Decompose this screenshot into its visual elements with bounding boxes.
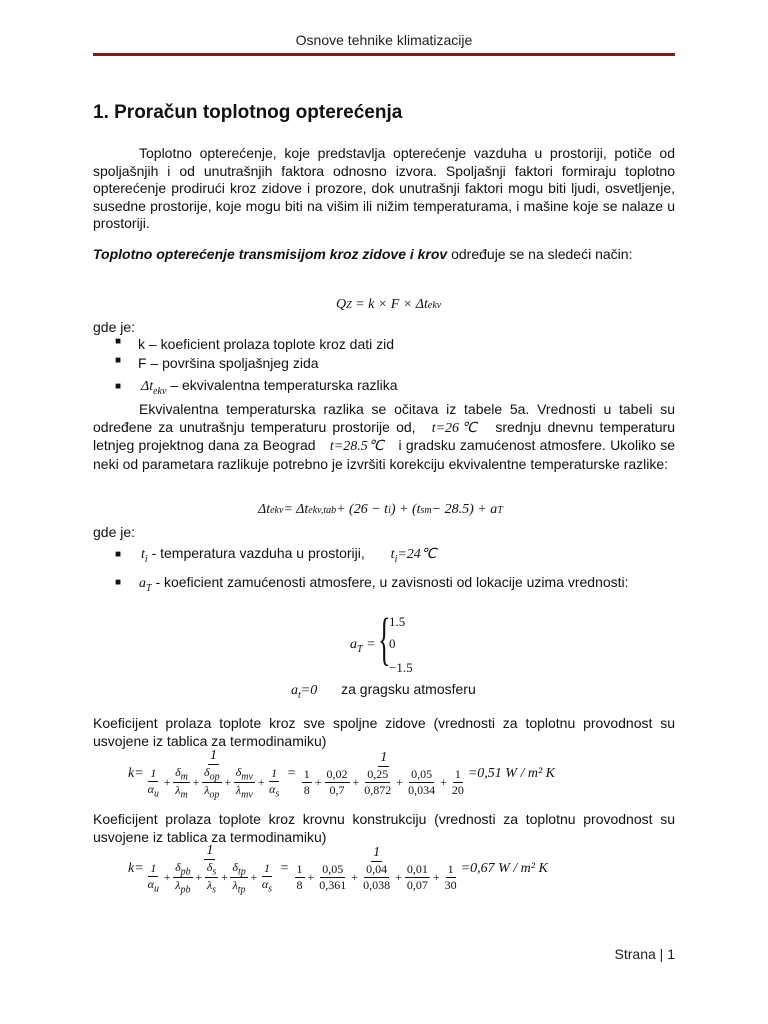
equation-qz: Q Z = k × F × Δt ekv	[336, 297, 442, 312]
at-value-1: 1.5	[389, 614, 406, 629]
transmission-rest: određuje se na sledeći način:	[447, 246, 633, 262]
roof-intro: Koeficijent prolaza toplote kroz krovnu konstrukciju (vrednosti za toplotnu provodnost su usvojene iz tablica za termodinamiku)	[93, 811, 675, 845]
where-label-1: gde je:	[93, 319, 136, 335]
equation-delta-t: Δt ekv = Δt ekv,tab + (26 − t i ) + (t sm − 28.5) + a T	[258, 502, 503, 517]
at-value-2: 0	[389, 636, 396, 651]
transmission-bold: Toplotno opterećenje transmisijom kroz zidove i krov	[93, 246, 448, 262]
roof-equation: k= 1 $\frac{1}{\alpha_u}$ + $\frac{\delta_{pb}}{\lambda_{pb}}$ + $\frac{\delta_s}{\lambda_s}$ + $\frac{\delta_{tp}}{\lambda_{tp}}$ + $\frac{1}{\alpha_s}$ = 1 $\frac{1}{8}$ + $\frac{0,05}{0,361}$ + $\frac{0,04}{0,038}$ + $\frac{0,01}{0,07}$ + $\frac{1}{30}$ =0,67 W / m² K	[128, 843, 548, 896]
page-header: Osnove tehnike klimatizacije	[295, 32, 473, 48]
bullet-ti: ■ $t_i$ - temperatura vazduha u prostoriji, $t_i=24℃$	[115, 545, 437, 565]
at-brace: {	[378, 606, 391, 671]
wall-intro: Koeficijent prolaza toplote kroz sve spoljne zidove (vrednosti za toplotnu provodnost su usvojene iz tablica za termodinamiku)	[93, 715, 675, 749]
at-city: $a_t=0$ za gragsku atmosferu	[291, 681, 476, 701]
bullet-delta-t: ■ $\Delta t_{ekv}$ – ekvivalentna temperaturska razlika	[115, 377, 398, 397]
bullet-f: ■ F – površina spoljašnjeg zida	[115, 355, 319, 371]
where-label-2: gde je:	[93, 524, 136, 540]
at-lhs: $a_T$ =	[350, 637, 376, 655]
ekv-paragraph: Ekvivalentna temperaturska razlika se očitava iz tabele 5a. Vrednosti u tabeli su određene za unutrašnju temperaturu prostorije od, t=26℃ srednju dnevnu temperaturu letnjeg projektnog dana za Beograd t=28.5℃ i gradsku zamućenost atmosfere. Ukoliko se neki od parametara razlikuje potrebno je izvršiti korekciju ekvivalentne temperaturske razlike:	[93, 401, 676, 472]
wall-equation: k= 1 $\frac{1}{\alpha_u}$ + $\frac{\delta_m}{\lambda_m}$ + $\frac{\delta_{op}}{\lambda_{op}}$ + $\frac{\delta_{mv}}{\lambda_{mv}}$ + $\frac{1}{\alpha_s}$ = 1 $\frac{1}{8}$ + $\frac{0,02}{0,7}$ + $\frac{0,25}{0,872}$ + $\frac{0,05}{0,034}$ + $\frac{1}{20}$ =0,51 W / m² K	[128, 748, 556, 801]
page-number: Strana | 1	[614, 946, 675, 962]
at-value-3: −1.5	[389, 660, 413, 675]
intro-paragraph: Toplotno opterećenje, koje predstavlja opterećenje vazduha u prostoriji, potiče od spoljašnjih i od unutrašnjih faktora odnosno izvora. Spoljašnji faktori formiraju toplotno opterećenje prodirući kroz zidove i prozore, dok unutrašnji faktori mogu biti ljudi, osvetljenje, susedne prostorije, koje mogu biti na višim ili nižim temperaturama, i mašine koje se nalaze u prostoriji.	[93, 145, 675, 231]
transmission-paragraph	[93, 246, 675, 264]
bullet-at: ■ $a_T$ - koeficient zamućenosti atmosfere, u zavisnosti od lokacije uzima vrednosti:	[115, 574, 629, 594]
bullet-k: ■ k – koeficient prolaza toplote kroz dati zid	[115, 336, 395, 352]
section-title: 1. Proračun toplotnog opterećenja	[93, 102, 403, 123]
header-rule	[93, 53, 675, 56]
